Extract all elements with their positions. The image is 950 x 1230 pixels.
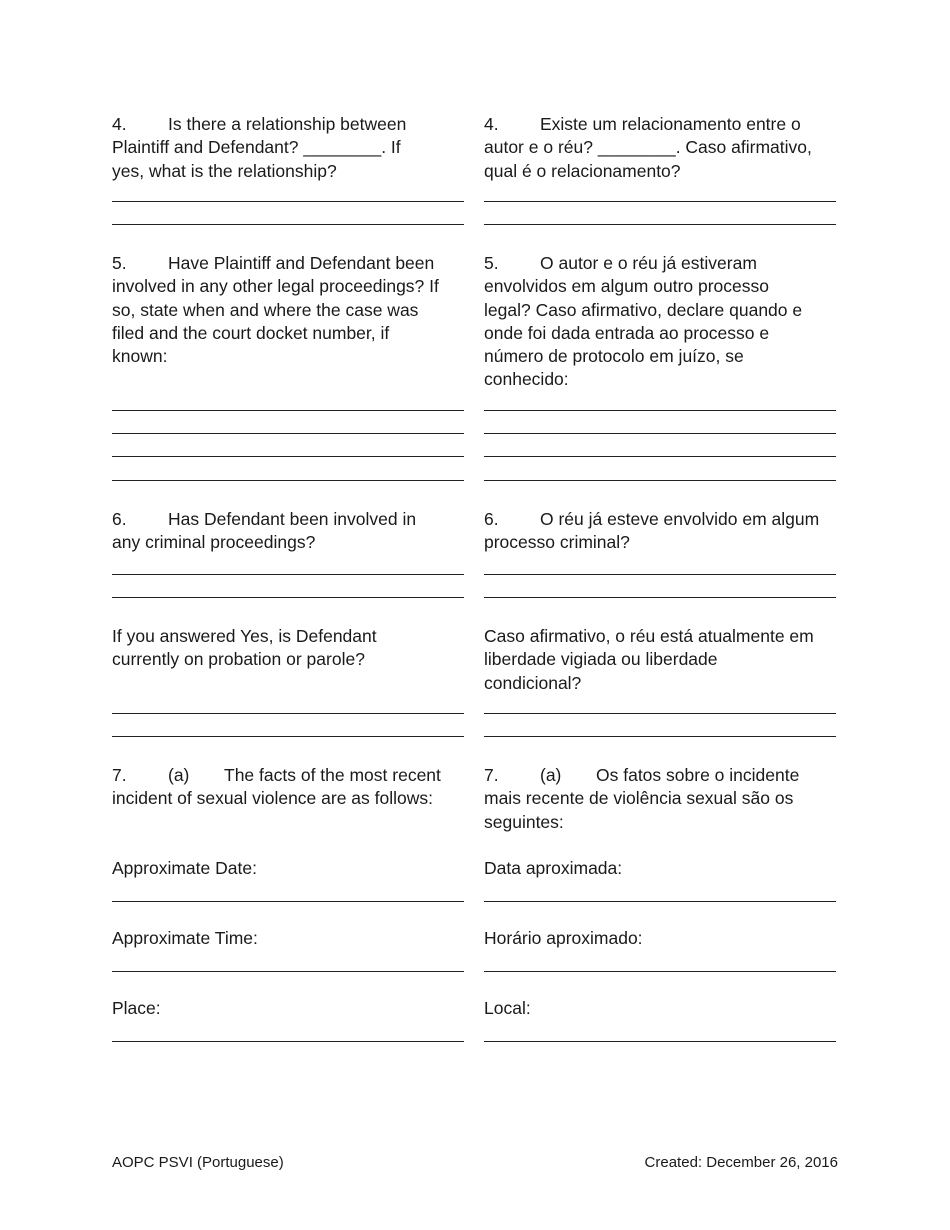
answer-line[interactable] xyxy=(112,480,464,481)
date-label: Data aproximada: xyxy=(484,858,623,878)
sub-question-label: (a) xyxy=(540,765,562,785)
answer-line[interactable] xyxy=(484,224,836,225)
place-answer-line[interactable] xyxy=(484,1041,836,1042)
answer-line[interactable] xyxy=(112,736,464,737)
answer-line[interactable] xyxy=(484,433,836,434)
answer-line[interactable] xyxy=(484,597,836,598)
question-4-pt: 4. Existe um relacionamento entre o autor e o réu? ________. Caso afirmativo, qual é o relacionamento? xyxy=(484,114,812,181)
answer-line[interactable] xyxy=(112,201,464,202)
answer-line[interactable] xyxy=(112,597,464,598)
time-label: Approximate Time: xyxy=(112,928,258,948)
question-number: 5. xyxy=(484,253,499,273)
date-label: Approximate Date: xyxy=(112,858,257,878)
question-number: 4. xyxy=(112,114,127,134)
place-answer-line[interactable] xyxy=(112,1041,464,1042)
answer-line[interactable] xyxy=(112,574,464,575)
time-answer-line[interactable] xyxy=(484,971,836,972)
answer-line[interactable] xyxy=(112,713,464,714)
probation-question-pt: Caso afirmativo, o réu está atualmente em liberdade vigiada ou liberdade condicional? xyxy=(484,626,814,693)
time-label: Horário aproximado: xyxy=(484,928,643,948)
answer-line[interactable] xyxy=(484,456,836,457)
question-number: 5. xyxy=(112,253,127,273)
answer-line[interactable] xyxy=(112,224,464,225)
answer-line[interactable] xyxy=(484,480,836,481)
answer-line[interactable] xyxy=(484,574,836,575)
place-label: Local: xyxy=(484,998,531,1018)
answer-line[interactable] xyxy=(484,713,836,714)
footer-created-date: Created: December 26, 2016 xyxy=(644,1154,838,1171)
time-answer-line[interactable] xyxy=(112,971,464,972)
question-7a-pt: 7. (a) Os fatos sobre o incidente mais recente de violência sexual são os seguintes: xyxy=(484,765,800,832)
answer-line[interactable] xyxy=(484,201,836,202)
sub-question-label: (a) xyxy=(168,765,190,785)
question-number: 7. xyxy=(484,765,499,785)
answer-line[interactable] xyxy=(484,410,836,411)
footer-form-id: AOPC PSVI (Portuguese) xyxy=(112,1154,284,1171)
answer-line[interactable] xyxy=(112,410,464,411)
answer-line[interactable] xyxy=(112,433,464,434)
place-label: Place: xyxy=(112,998,161,1018)
question-7a-en: 7. (a) The facts of the most recent incident of sexual violence are as follows: xyxy=(112,765,441,809)
question-5-en: 5. Have Plaintiff and Defendant been involved in any other legal proceedings? If so, state when and where the case was filed and the court docket number, if known: xyxy=(112,253,439,367)
answer-line[interactable] xyxy=(484,736,836,737)
question-6-pt: 6. O réu já esteve envolvido em algum processo criminal? xyxy=(484,509,820,553)
answer-line[interactable] xyxy=(112,456,464,457)
date-answer-line[interactable] xyxy=(484,901,836,902)
question-5-pt: 5. O autor e o réu já estiveram envolvidos em algum outro processo legal? Caso afirmativo, declare quando e onde foi dada entrada ao processo e número de protocolo em juízo, se conhecido: xyxy=(484,253,803,390)
question-number: 6. xyxy=(484,509,499,529)
question-4-en: 4. Is there a relationship between Plaintiff and Defendant? ________. If yes, what is the relationship? xyxy=(112,114,407,181)
probation-question-en: If you answered Yes, is Defendant currently on probation or parole? xyxy=(112,626,377,670)
question-number: 6. xyxy=(112,509,127,529)
question-number: 7. xyxy=(112,765,127,785)
date-answer-line[interactable] xyxy=(112,901,464,902)
question-number: 4. xyxy=(484,114,499,134)
question-6-en: 6. Has Defendant been involved in any criminal proceedings? xyxy=(112,509,417,553)
